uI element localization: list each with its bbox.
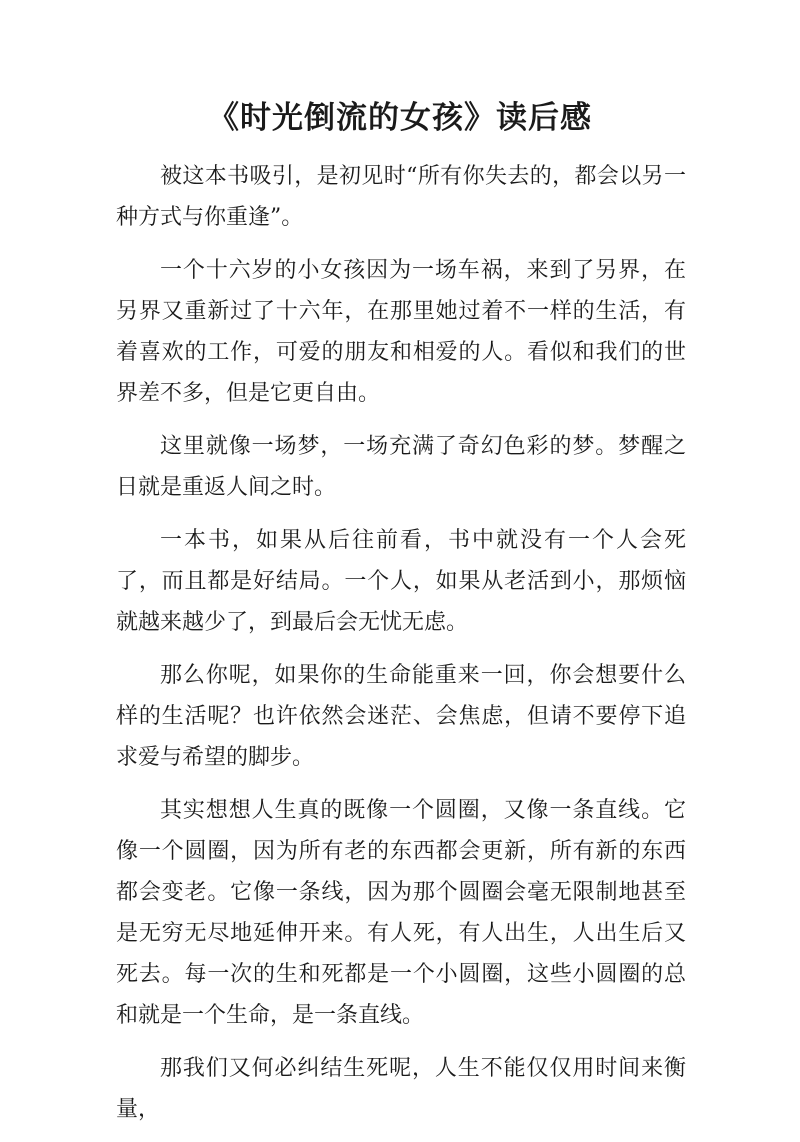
paragraph: 一本书，如果从后往前看，书中就没有一个人会死了，而且都是好结局。一个人，如果从老活到小，那烦恼就越来越少了，到最后会无忧无虑。: [116, 528, 686, 635]
paragraph: 一个十六岁的小女孩因为一场车祸，来到了另界，在另界又重新过了十六年，在那里她过着不一样的生活，有着喜欢的工作，可爱的朋友和相爱的人。看似和我们的世界差不多，但是它更自由。: [116, 258, 686, 406]
paragraph: 那么你呢，如果你的生命能重来一回，你会想要什么样的生活呢？也许依然会迷茫、会焦虑，但请不要停下追求爱与希望的脚步。: [116, 663, 686, 770]
paragraph: 其实想想人生真的既像一个圆圈，又像一条直线。它像一个圆圈，因为所有老的东西都会更新，所有新的东西都会变老。它像一条线，因为那个圆圈会毫无限制地甚至是无穷无尽地延伸开来。有人死，有人出生，人出生后又死去。每一次的生和死都是一个小圆圈，这些小圆圈的总和就是一个生命，是一条直线。: [116, 798, 686, 1028]
document-body: [116, 156, 686, 1142]
paragraph: 那我们又何必纠结生死呢，人生不能仅仅用时间来衡量，: [116, 1056, 686, 1122]
paragraph: 这里就像一场梦，一场充满了奇幻色彩的梦。梦醒之日就是重返人间之时。: [116, 434, 686, 500]
paragraph: 被这本书吸引，是初见时“所有你失去的，都会以另一种方式与你重逢”。: [116, 164, 686, 230]
document-title: 《时光倒流的女孩》读后感: [208, 100, 592, 136]
